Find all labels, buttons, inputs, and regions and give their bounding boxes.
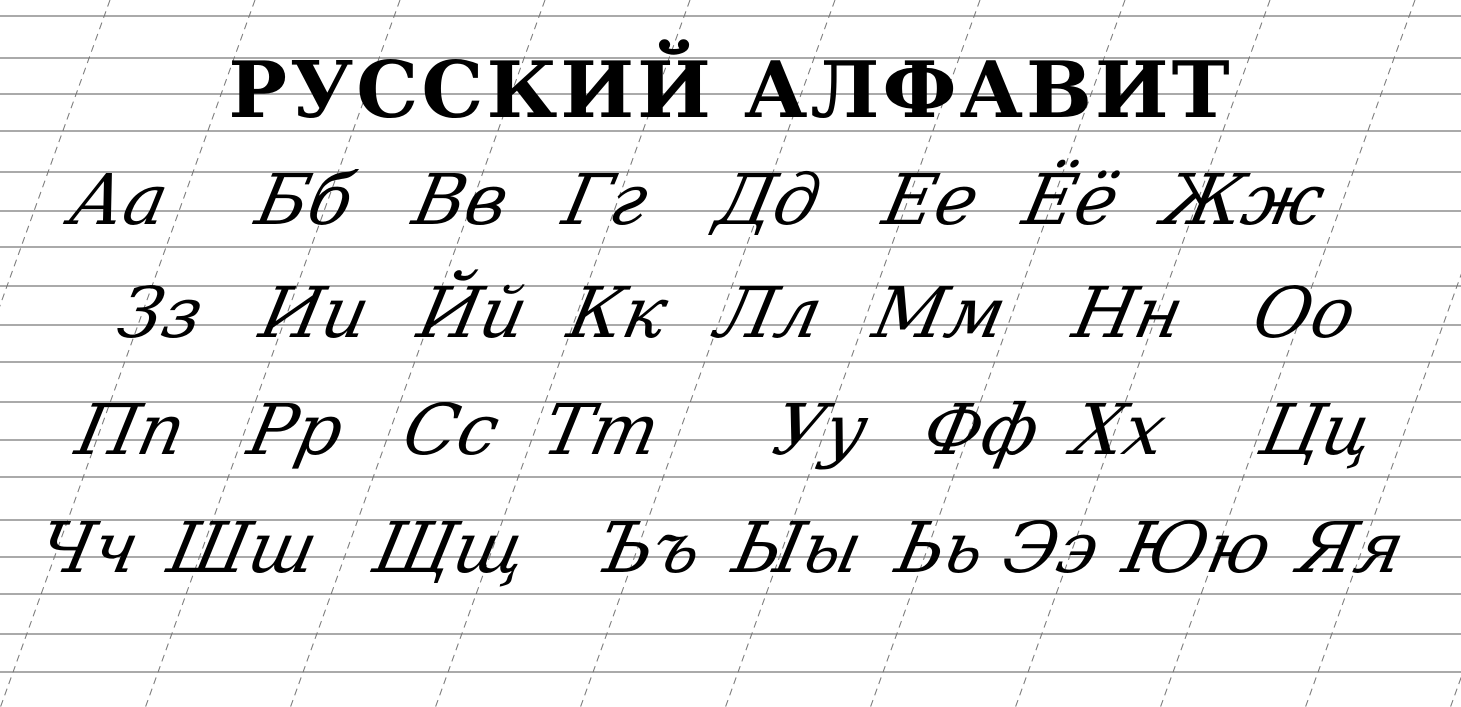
letter-pair: Дд xyxy=(709,159,828,241)
letter-pair: Зз xyxy=(111,272,211,354)
letter-pair: Гг xyxy=(556,159,656,241)
letter-pair: Ии xyxy=(253,272,377,354)
letter-pair: Ыы xyxy=(726,507,870,589)
letter-pair: Тт xyxy=(536,389,667,471)
letter-pair: Хх xyxy=(1066,389,1174,471)
letter-pair: Цц xyxy=(1253,389,1381,471)
alphabet-row-3 xyxy=(0,385,1461,495)
letter-pair: Уу xyxy=(766,389,875,471)
letter-pair: Жж xyxy=(1156,159,1332,241)
page-title: РУССКИЙ АЛФАВИТ xyxy=(228,45,1233,136)
letter-pair: Ьь xyxy=(889,507,992,589)
letter-pair: Ёё xyxy=(1016,159,1127,241)
letter-pair: Лл xyxy=(709,272,830,354)
letter-pair: Нн xyxy=(1066,272,1191,354)
letter-pair: Кк xyxy=(561,272,675,354)
letter-pair: Аа xyxy=(63,159,176,241)
alphabet-row-1 xyxy=(0,155,1461,265)
letter-pair: Ъъ xyxy=(589,507,709,589)
letter-pair: Чч xyxy=(31,507,147,589)
alphabet-row-4 xyxy=(0,503,1461,613)
letter-pair: Юю xyxy=(1116,507,1279,589)
letter-pair: Ээ xyxy=(996,507,1107,589)
letter-pair: Яя xyxy=(1291,507,1412,589)
letter-pair: Пп xyxy=(69,389,193,471)
letter-pair: Оо xyxy=(1246,272,1364,354)
letter-pair: Щщ xyxy=(366,507,534,589)
letter-pair: Шш xyxy=(161,507,325,589)
letter-pair: Вв xyxy=(406,159,516,241)
alphabet-row-2 xyxy=(0,268,1461,378)
letter-pair: Фф xyxy=(916,389,1047,471)
letter-pair: Сс xyxy=(396,389,507,471)
letter-pair: Йй xyxy=(411,272,535,354)
letter-pair: Рр xyxy=(241,389,351,471)
letter-pair: Ее xyxy=(876,159,987,241)
letter-pair: Бб xyxy=(249,159,361,241)
letter-pair: Мм xyxy=(866,272,1014,354)
